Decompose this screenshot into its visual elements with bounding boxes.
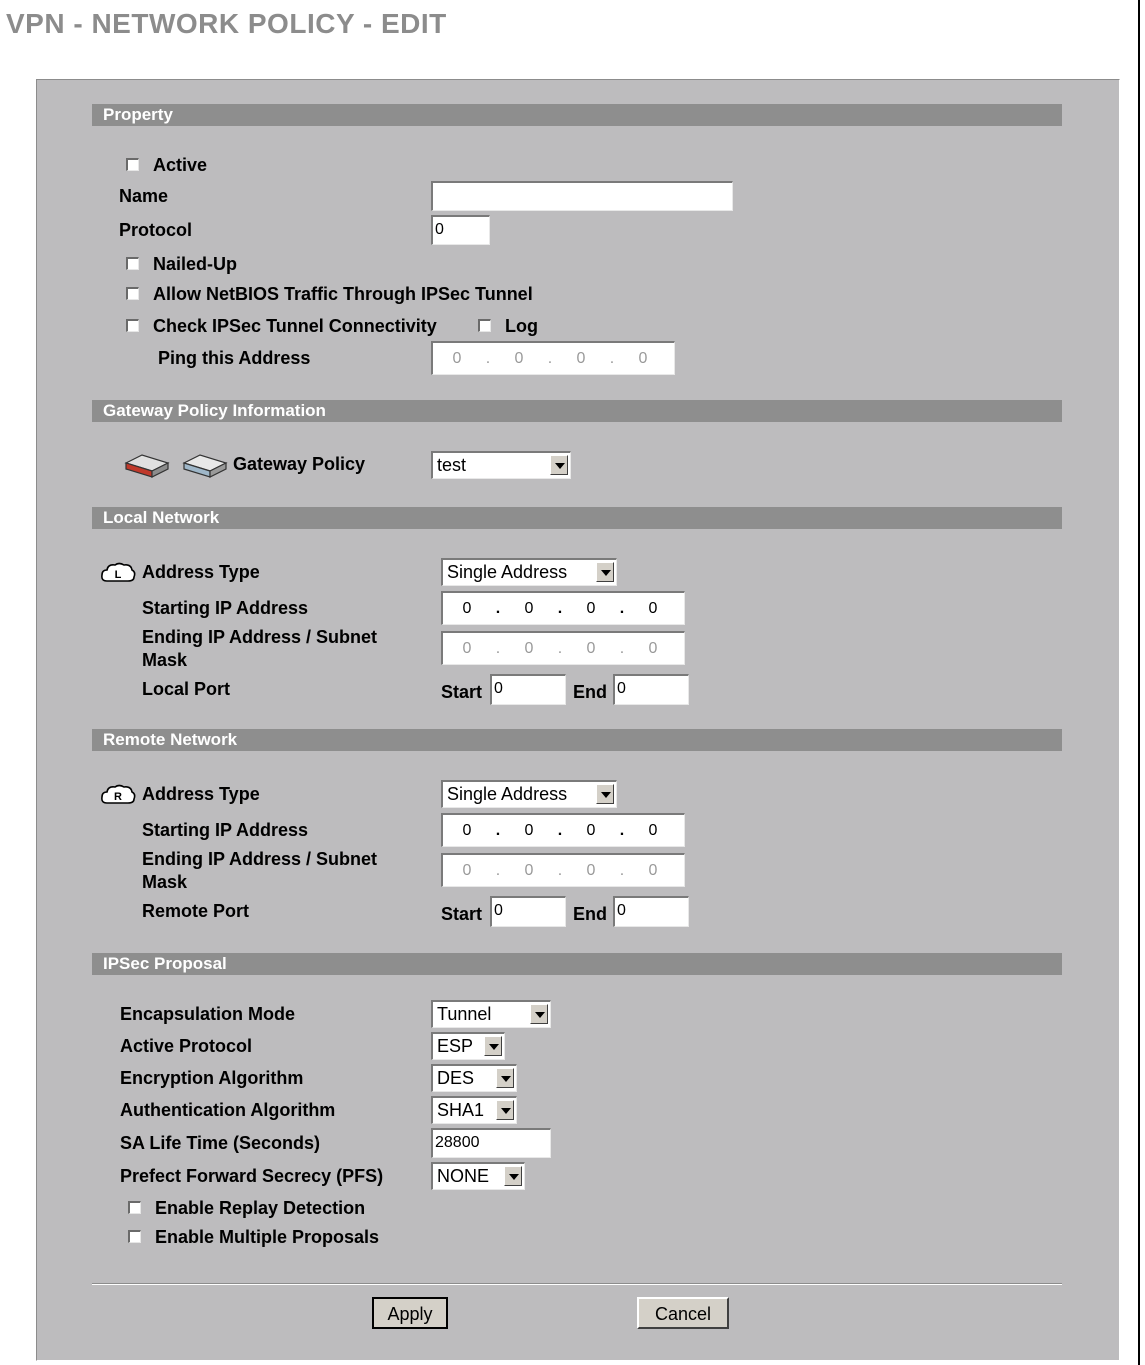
section-header-property: Property bbox=[92, 104, 1062, 126]
local-port-label: Local Port bbox=[142, 679, 231, 699]
multiple-proposals-checkbox[interactable] bbox=[128, 1230, 141, 1243]
gateway-policy-label: Gateway Policy bbox=[233, 454, 366, 474]
remote-start-ip-input[interactable]: 0 . 0 . 0 . 0 bbox=[441, 813, 685, 847]
pfs-select[interactable]: NONE bbox=[431, 1162, 525, 1190]
ping-address-input[interactable]: 0 . 0 . 0 . 0 bbox=[431, 341, 675, 375]
pfs-label: Prefect Forward Secrecy (PFS) bbox=[120, 1166, 384, 1186]
chevron-down-icon[interactable] bbox=[530, 1004, 548, 1024]
name-input[interactable] bbox=[431, 181, 733, 211]
check-tunnel-label: Check IPSec Tunnel Connectivity bbox=[153, 316, 437, 336]
chevron-down-icon[interactable] bbox=[496, 1100, 514, 1120]
chevron-down-icon[interactable] bbox=[504, 1166, 522, 1186]
local-address-type-select[interactable]: Single Address bbox=[441, 558, 617, 586]
replay-detection-checkbox[interactable] bbox=[128, 1201, 141, 1214]
remote-end-label: End bbox=[573, 904, 607, 924]
protocol-input[interactable]: 0 bbox=[431, 215, 490, 245]
cancel-button[interactable]: Cancel bbox=[637, 1297, 729, 1329]
netbios-label: Allow NetBIOS Traffic Through IPSec Tunnel bbox=[153, 284, 533, 304]
local-start-ip-input[interactable]: 0 . 0 . 0 . 0 bbox=[441, 591, 685, 625]
remote-end-port-input[interactable]: 0 bbox=[613, 896, 689, 927]
local-start-label: Start bbox=[441, 682, 483, 702]
chevron-down-icon[interactable] bbox=[596, 784, 614, 804]
authentication-algorithm-label: Authentication Algorithm bbox=[120, 1100, 336, 1120]
encryption-algorithm-select[interactable]: DES bbox=[431, 1064, 517, 1092]
chevron-down-icon[interactable] bbox=[596, 562, 614, 582]
remote-end-ip-input[interactable]: 0 . 0 . 0 . 0 bbox=[441, 853, 685, 887]
remote-start-port-input[interactable]: 0 bbox=[490, 896, 566, 927]
apply-button[interactable]: Apply bbox=[372, 1297, 448, 1329]
remote-address-type-select[interactable]: Single Address bbox=[441, 780, 617, 808]
gateway-red-icon bbox=[122, 451, 172, 479]
gateway-policy-select[interactable]: test bbox=[431, 451, 571, 479]
local-end-ip-label-mask: Mask bbox=[142, 650, 188, 670]
local-end-ip-input[interactable]: 0 . 0 . 0 . 0 bbox=[441, 631, 685, 665]
authentication-algorithm-select[interactable]: SHA1 bbox=[431, 1096, 517, 1124]
chevron-down-icon[interactable] bbox=[484, 1036, 502, 1056]
multiple-proposals-label: Enable Multiple Proposals bbox=[155, 1227, 380, 1247]
nailed-up-label: Nailed-Up bbox=[153, 254, 238, 274]
chevron-down-icon[interactable] bbox=[550, 455, 568, 475]
local-start-port-input[interactable]: 0 bbox=[490, 674, 566, 705]
remote-address-type-label: Address Type bbox=[142, 784, 260, 804]
active-label: Active bbox=[153, 155, 208, 175]
ping-address-label: Ping this Address bbox=[158, 348, 311, 368]
local-cloud-icon bbox=[99, 561, 137, 585]
name-label: Name bbox=[119, 186, 169, 206]
encryption-algorithm-label: Encryption Algorithm bbox=[120, 1068, 304, 1088]
remote-end-ip-label: Ending IP Address / Subnet bbox=[142, 849, 378, 869]
sa-lifetime-input[interactable]: 28800 bbox=[431, 1128, 551, 1158]
sa-lifetime-label: SA Life Time (Seconds) bbox=[120, 1133, 321, 1153]
section-header-gateway: Gateway Policy Information bbox=[92, 400, 1062, 422]
active-checkbox[interactable] bbox=[126, 158, 139, 171]
remote-end-ip-label-mask: Mask bbox=[142, 872, 188, 892]
active-protocol-select[interactable]: ESP bbox=[431, 1032, 505, 1060]
section-header-ipsec: IPSec Proposal bbox=[92, 953, 1062, 975]
remote-cloud-icon bbox=[99, 783, 137, 807]
local-address-type-label: Address Type bbox=[142, 562, 260, 582]
local-end-port-input[interactable]: 0 bbox=[613, 674, 689, 705]
log-label: Log bbox=[505, 316, 538, 336]
window-edge bbox=[1138, 0, 1140, 1365]
svg-text:R: R bbox=[114, 791, 122, 803]
remote-start-label: Start bbox=[441, 904, 483, 924]
section-header-local: Local Network bbox=[92, 507, 1062, 529]
local-end-ip-label: Ending IP Address / Subnet bbox=[142, 627, 378, 647]
footer-divider bbox=[92, 1283, 1062, 1285]
local-end-label: End bbox=[573, 682, 607, 702]
encapsulation-mode-select[interactable]: Tunnel bbox=[431, 1000, 551, 1028]
replay-detection-label: Enable Replay Detection bbox=[155, 1198, 366, 1218]
nailed-up-checkbox[interactable] bbox=[126, 257, 139, 270]
protocol-label: Protocol bbox=[119, 220, 193, 240]
svg-text:L: L bbox=[114, 569, 122, 581]
remote-port-label: Remote Port bbox=[142, 901, 250, 921]
active-protocol-label: Active Protocol bbox=[120, 1036, 253, 1056]
section-header-remote: Remote Network bbox=[92, 729, 1062, 751]
netbios-checkbox[interactable] bbox=[126, 287, 139, 300]
log-checkbox[interactable] bbox=[478, 319, 491, 332]
local-start-ip-label: Starting IP Address bbox=[142, 598, 309, 618]
check-tunnel-checkbox[interactable] bbox=[126, 319, 139, 332]
page-title: VPN - NETWORK POLICY - EDIT bbox=[6, 8, 447, 39]
chevron-down-icon[interactable] bbox=[496, 1068, 514, 1088]
remote-start-ip-label: Starting IP Address bbox=[142, 820, 309, 840]
encapsulation-mode-label: Encapsulation Mode bbox=[120, 1004, 296, 1024]
gateway-blue-icon bbox=[180, 451, 230, 479]
